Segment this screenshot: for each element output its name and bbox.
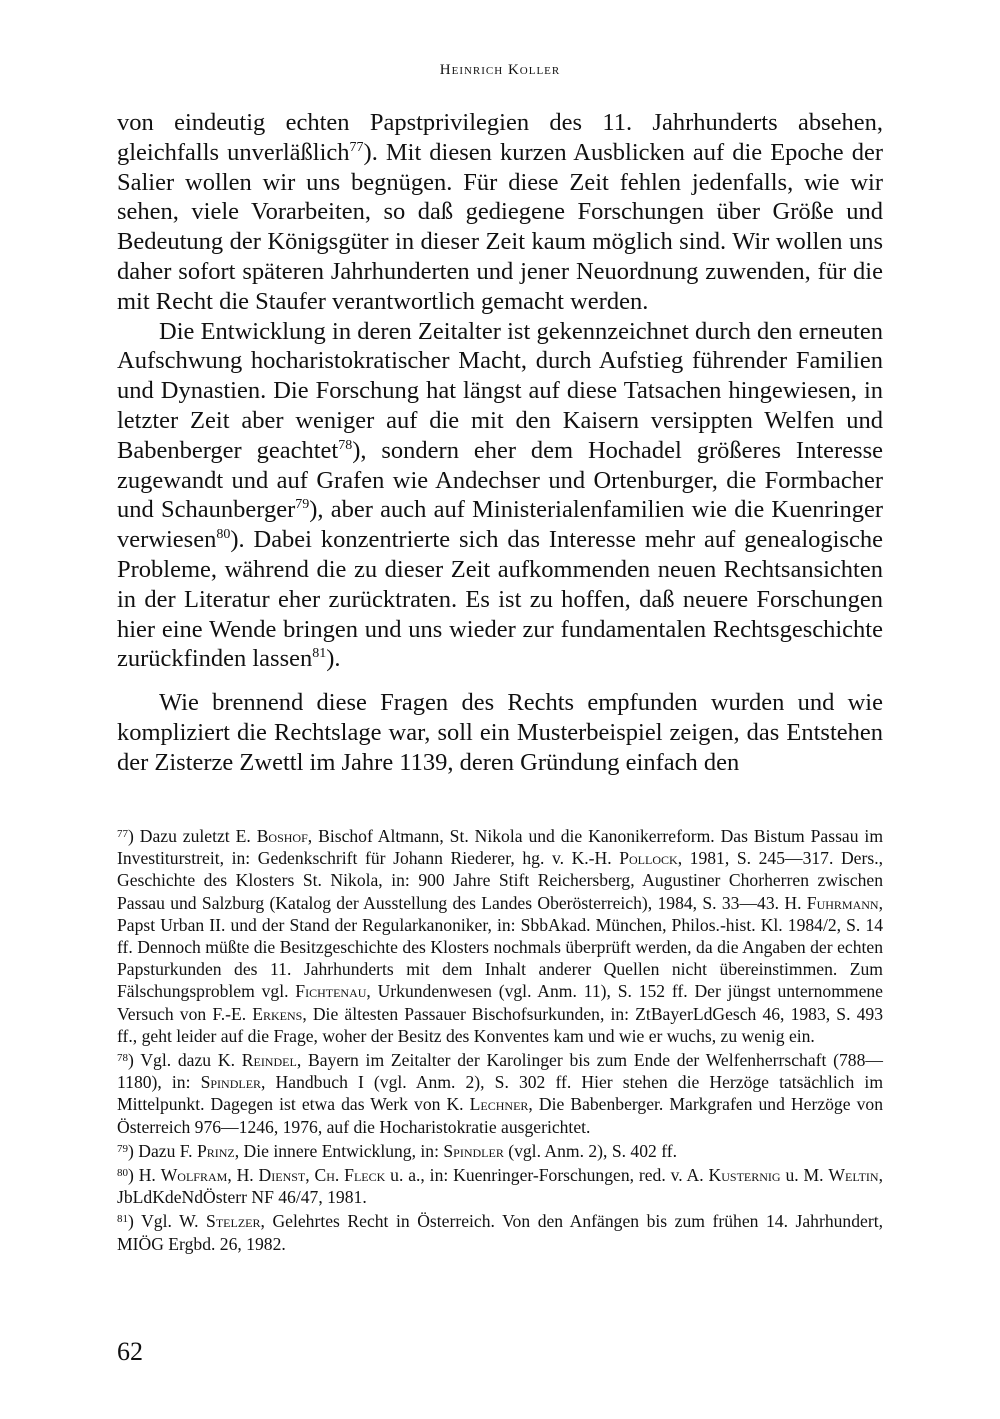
- footnote: [117, 1208, 883, 1254]
- text-run: Wie brennend diese Fragen des Rechts empfunden wurden und wie kompliziert die Rechtslage war, soll ein Musterbeispiel zeigen, das Entstehen der Zisterze Zwettl im Jahre 1139, deren Gründung einfach den: [117, 689, 883, 776]
- footnote-reference: 78: [338, 437, 353, 453]
- book-page: [117, 0, 883, 1419]
- text-run: Die Entwicklung in deren Zeitalter ist gekennzeichnet durch den erneuten Aufschwung hocharistokratischer Macht, durch Aufstieg führender Familien und Dynastien. Die Forschung hat längst auf diese Tatsachen hingewiesen, in letzter Zeit aber weniger auf die mit den Kaisern versippten Welfen und Babenberger geachtet: [117, 317, 883, 464]
- text-run: , Die Babenberger. Markgrafen und Herzöge von Österreich 976—1246, 1976, auf die Hocharistokratie ausgerichtet.: [117, 1094, 883, 1137]
- text-run: , Handbuch I (vgl. Anm. 2), S. 302 ff. Hier stehen die Herzöge tatsächlich im Mittelpunkt. Dagegen ist etwa das Werk von K.: [117, 1072, 883, 1115]
- text-run: ,: [305, 1165, 315, 1186]
- author-name: Fuhrmann: [806, 892, 879, 913]
- footnote-number: 78: [117, 1052, 128, 1065]
- text-run: , Papst Urban II. und der Stand der Regularkanoniker, in: SbbAkad. München, Philos.-hist. Kl. 1984/2, S. 14 ff. Dennoch müßte die Besitzgeschichte des Klosters nochmals überprüft werden, da die Angaben der echten Papsturkunden des 11. Jahrhunderts mit dem Inhalt anderer Quellen nicht übereinstimmen. Zum Fälschungsproblem vgl.: [117, 892, 883, 1002]
- text-run: ).: [326, 645, 341, 673]
- text-run: von eindeutig echten Papstprivilegien des 11. Jahrhunderts absehen, gleichfalls unverläßlich: [117, 109, 883, 166]
- author-name: Fichtenau: [295, 981, 367, 1002]
- author-name: Erkens: [252, 1003, 303, 1024]
- text-run: , H.: [227, 1165, 259, 1186]
- author-name: Reindel: [241, 1050, 297, 1071]
- body-paragraph: [117, 688, 883, 777]
- footnote-number: 77: [117, 828, 128, 840]
- author-name: Wolfram: [160, 1165, 228, 1186]
- footnote-number: 81: [117, 1213, 128, 1226]
- author-name: Dienst: [258, 1165, 306, 1186]
- running-head: Heinrich Koller: [439, 62, 561, 78]
- text-run: ) H.: [128, 1165, 161, 1186]
- text-run: ), aber auch auf Ministerialenfamilien wie die Kuenringer verwiesen: [117, 496, 883, 554]
- text-run: , Die innere Entwicklung, in:: [234, 1140, 444, 1161]
- body-text: [117, 108, 883, 778]
- text-run: , Gelehrtes Recht in Österreich. Von den Anfängen bis zum frühen 14. Jahrhundert, MIÖG Ergbd. 26, 1982.: [117, 1211, 883, 1254]
- footnote: [117, 1047, 883, 1138]
- page-number: 62: [117, 1337, 143, 1366]
- text-run: , JbLdKdeNdÖsterr NF 46/47, 1981.: [117, 1165, 883, 1208]
- body-paragraph: [117, 317, 883, 675]
- text-run: ). Mit diesen kurzen Ausblicken auf die Epoche der Salier wollen wir uns begnügen. Für diese Zeit fehlen jedenfalls, wie wir sehen, viele Vorarbeiten, so daß gediegene Forschungen über Größe und Bedeutung der Königsgüter in dieser Zeit kaum möglich sind. Wir wollen uns daher sofort späteren Jahrhunderten und jener Neuordnung zuwenden, für die mit Recht die Staufer verantwortlich gemacht werden.: [117, 138, 883, 315]
- author-name: Pollock: [619, 848, 678, 869]
- author-name: Ch. Fleck: [314, 1165, 386, 1186]
- text-run: , Die ältesten Passauer Bischofsurkunden, in: ZtBayerLdGesch 46, 1983, S. 493 ff., geht leider auf die Frage, woher der Besitz des Konventes kam und wie er wuchs, zu wenig ein.: [117, 1003, 883, 1046]
- author-name: Weltin: [828, 1165, 879, 1186]
- text-run: ) Vgl. W.: [128, 1211, 207, 1232]
- text-run: ) Vgl. dazu K.: [128, 1050, 242, 1071]
- footnote: [117, 1162, 883, 1208]
- text-run: (vgl. Anm. 2), S. 402 ff.: [503, 1140, 677, 1161]
- text-run: ) Dazu zuletzt E.: [128, 826, 257, 846]
- body-paragraph: [117, 108, 883, 317]
- footnote-reference: 79: [295, 497, 310, 513]
- footnote-number: 79: [117, 1142, 128, 1155]
- text-run: , Bischof Altmann, St. Nikola und die Kanonikerreform. Das Bistum Passau im Investiturstreit, in: Gedenkschrift für Johann Riederer, hg. v. K.-H.: [117, 826, 884, 869]
- text-run: , Urkundenwesen (vgl. Anm. 11), S. 152 ff. Der jüngst unternommene Versuch von F.-E.: [117, 981, 883, 1024]
- text-run: ), sondern eher dem Hochadel größeres Interesse zugewandt und auf Grafen wie Andechser und Ortenburger, die Formbacher und Schaunberger: [117, 436, 884, 524]
- author-name: Prinz: [196, 1140, 235, 1161]
- author-name: Boshof: [256, 826, 308, 846]
- author-name: Spindler: [443, 1140, 504, 1161]
- footnote-number: 80: [117, 1167, 128, 1180]
- footnote: [117, 1138, 883, 1162]
- text-run: u. M.: [780, 1165, 829, 1186]
- footnote: [117, 823, 883, 1047]
- author-name: Kusternig: [708, 1165, 781, 1186]
- text-run: ) Dazu F.: [128, 1140, 197, 1161]
- author-name: Stelzer: [206, 1211, 261, 1232]
- footnotes: [117, 823, 883, 1255]
- author-name: Spindler: [200, 1072, 262, 1093]
- author-name: Lechner: [469, 1094, 529, 1115]
- footnote-reference: 80: [216, 527, 231, 543]
- footnote-reference: 77: [349, 139, 364, 155]
- footnote-reference: 81: [312, 646, 327, 662]
- text-run: , 1981, S. 245—317. Ders., Geschichte des Klosters St. Nikola, in: 900 Jahre Stift Reichersberg, Augustiner Chorherren zwischen Passau und Salzburg (Katalog der Ausstellung des Landes Oberösterreich), 1984, S. 33—43. H.: [117, 848, 883, 913]
- text-run: u. a., in: Kuenringer-Forschungen, red. v. A.: [385, 1165, 709, 1186]
- text-run: ). Dabei konzentrierte sich das Interesse mehr auf genealogische Probleme, während die zu dieser Zeit aufkommenden neuen Rechtsansichten in der Literatur eher zurücktraten. Es ist zu hoffen, daß neuere Forschungen hier eine Wende bringen und uns wieder zur fundamentalen Rechtsgeschichte zurückfinden lassen: [117, 526, 883, 673]
- text-run: , Bayern im Zeitalter der Karolinger bis zum Ende der Welfenherrschaft (788—1180), in:: [117, 1050, 883, 1093]
